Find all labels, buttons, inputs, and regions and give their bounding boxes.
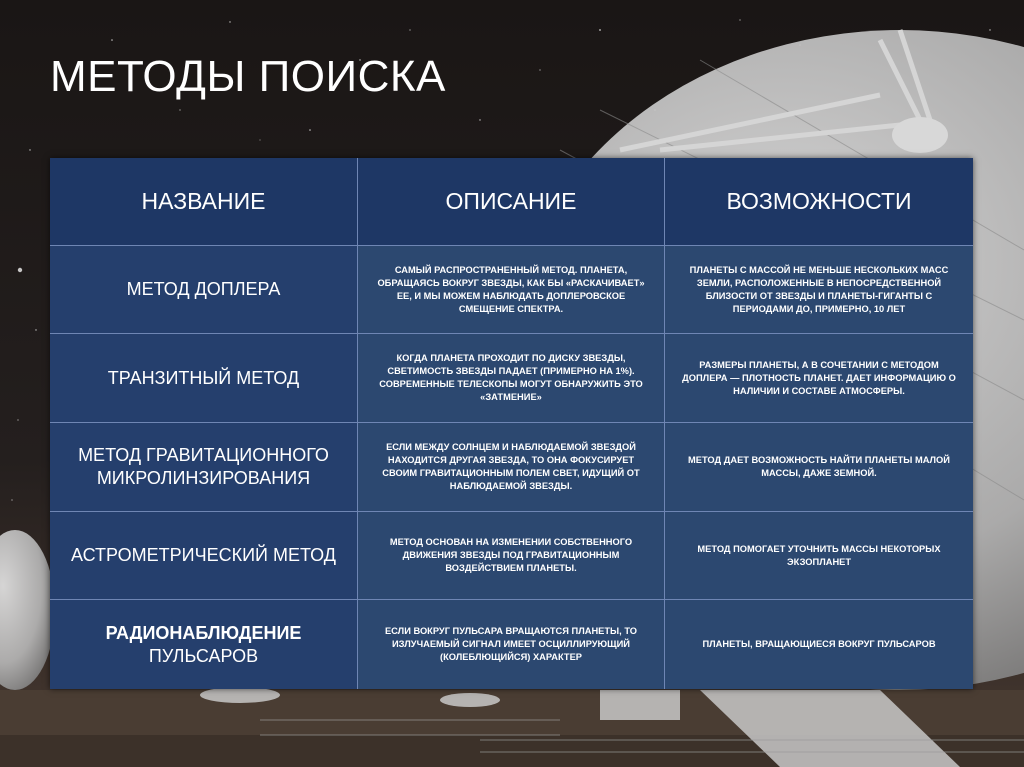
- method-description: ЕСЛИ ВОКРУГ ПУЛЬСАРА ВРАЩАЮТСЯ ПЛАНЕТЫ, ТО ИЗЛУЧАЕМЫЙ СИГНАЛ ИМЕЕТ ОСЦИЛЛИРУЮЩИЙ (КОЛЕБЛЮЩИЙСЯ) ХАРАКТЕР: [358, 600, 665, 689]
- method-description: САМЫЙ РАСПРОСТРАНЕННЫЙ МЕТОД. ПЛАНЕТА, ОБРАЩАЯСЬ ВОКРУГ ЗВЕЗДЫ, КАК БЫ «РАСКАЧИВАЕТ» ЕЕ, И МЫ МОЖЕМ НАБЛЮДАТЬ ДОПЛЕРОВСКОЕ СМЕЩЕНИЕ СПЕКТРА.: [358, 246, 665, 334]
- method-capabilities: ПЛАНЕТЫ, ВРАЩАЮЩИЕСЯ ВОКРУГ ПУЛЬСАРОВ: [665, 600, 973, 689]
- method-name-line-2: ПУЛЬСАРОВ: [148, 645, 259, 666]
- method-description: ЕСЛИ МЕЖДУ СОЛНЦЕМ И НАБЛЮДАЕМОЙ ЗВЕЗДОЙ НАХОДИТСЯ ДРУГАЯ ЗВЕЗДА, ТО ОНА ФОКУСИРУЕТ СВОИМ ГРАВИТАЦИОННЫМ ПОЛЕМ СВЕТ, ИДУЩИЙ ОТ НАБЛЮДАЕМОЙ ЗВЕЗДЫ.: [358, 423, 665, 512]
- slide-title: МЕТОДЫ ПОИСКА: [50, 52, 446, 101]
- header-capabilities: ВОЗМОЖНОСТИ: [665, 158, 973, 246]
- methods-table: [50, 158, 973, 689]
- method-capabilities: ПЛАНЕТЫ С МАССОЙ НЕ МЕНЬШЕ НЕСКОЛЬКИХ МАСС ЗЕМЛИ, РАСПОЛОЖЕННЫЕ В НЕПОСРЕДСТВЕННОЙ БЛИЗОСТИ ОТ ЗВЕЗДЫ И ПЛАНЕТЫ-ГИГАНТЫ С ПЕРИОДАМИ ДО, ПРИМЕРНО, 10 ЛЕТ: [665, 246, 973, 334]
- header-name: НАЗВАНИЕ: [50, 158, 358, 246]
- method-name: АСТРОМЕТРИЧЕСКИЙ МЕТОД: [50, 512, 358, 600]
- header-description: ОПИСАНИЕ: [358, 158, 665, 246]
- method-capabilities: РАЗМЕРЫ ПЛАНЕТЫ, А В СОЧЕТАНИИ С МЕТОДОМ ДОПЛЕРА — ПЛОТНОСТЬ ПЛАНЕТ. ДАЕТ ИНФОРМАЦИЮ О НАЛИЧИИ И СОСТАВЕ АТМОСФЕРЫ.: [665, 334, 973, 423]
- method-name: МЕТОД ДОПЛЕРА: [50, 246, 358, 334]
- method-name-line-1: РАДИОНАБЛЮДЕНИЕ: [105, 622, 302, 643]
- method-capabilities: МЕТОД ДАЕТ ВОЗМОЖНОСТЬ НАЙТИ ПЛАНЕТЫ МАЛОЙ МАССЫ, ДАЖЕ ЗЕМНОЙ.: [665, 423, 973, 512]
- method-name: МЕТОД ГРАВИТАЦИОННОГО МИКРОЛИНЗИРОВАНИЯ: [50, 423, 358, 512]
- method-description: МЕТОД ОСНОВАН НА ИЗМЕНЕНИИ СОБСТВЕННОГО ДВИЖЕНИЯ ЗВЕЗДЫ ПОД ГРАВИТАЦИОННЫМ ВОЗДЕЙСТВИЕМ ПЛАНЕТЫ.: [358, 512, 665, 600]
- method-description: КОГДА ПЛАНЕТА ПРОХОДИТ ПО ДИСКУ ЗВЕЗДЫ, СВЕТИМОСТЬ ЗВЕЗДЫ ПАДАЕТ (ПРИМЕРНО НА 1%). СОВРЕМЕННЫЕ ТЕЛЕСКОПЫ МОГУТ ОБНАРУЖИТЬ ЭТО «ЗАТМЕНИЕ»: [358, 334, 665, 423]
- method-name: [50, 600, 358, 689]
- method-capabilities: МЕТОД ПОМОГАЕТ УТОЧНИТЬ МАССЫ НЕКОТОРЫХ ЭКЗОПЛАНЕТ: [665, 512, 973, 600]
- method-name: ТРАНЗИТНЫЙ МЕТОД: [50, 334, 358, 423]
